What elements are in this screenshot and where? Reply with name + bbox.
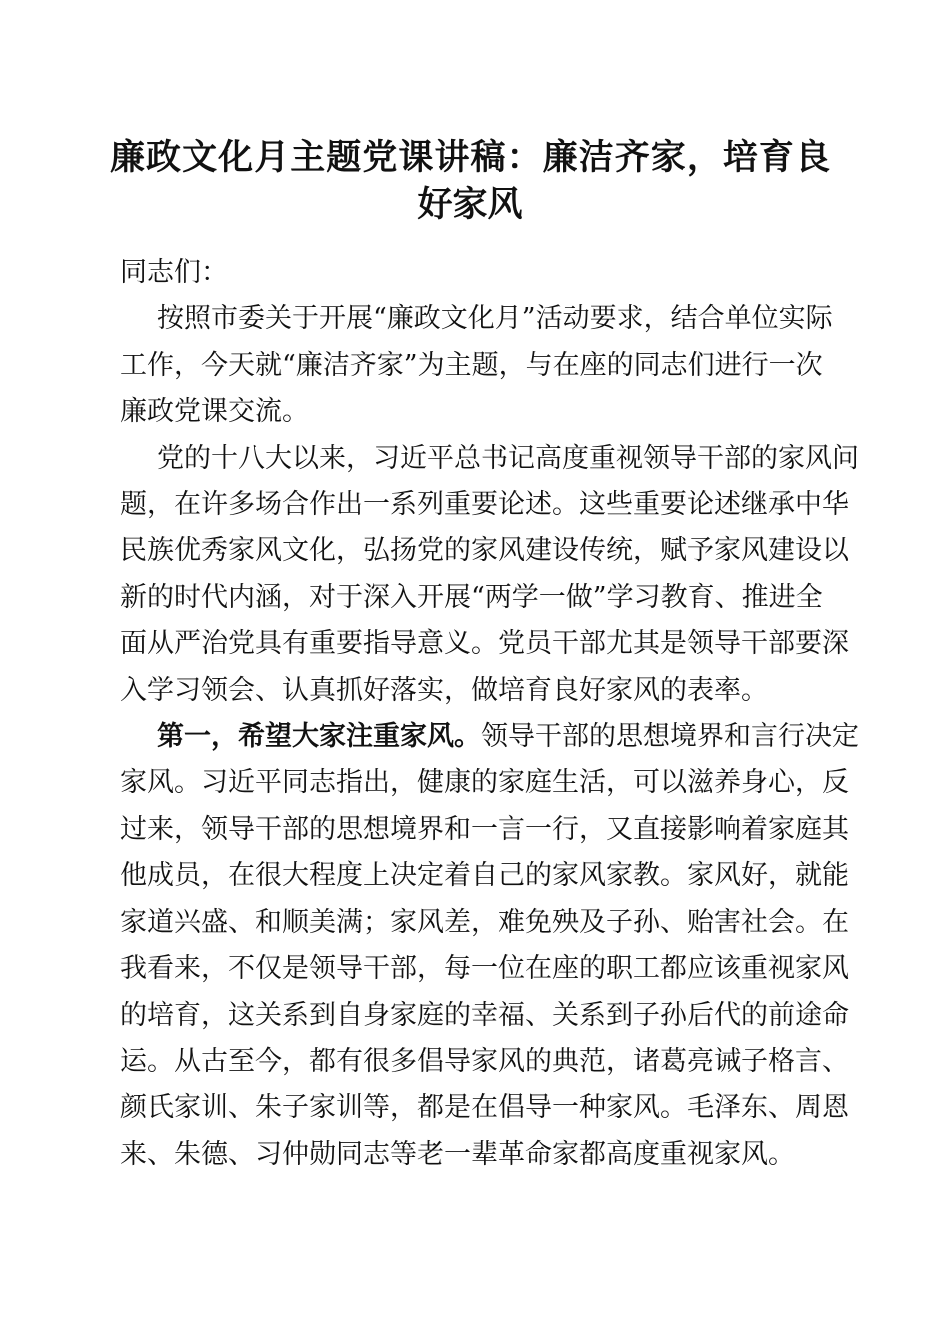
text-line: 的培育，这关系到自身家庭的幸福、关系到子孙后代的前途命 (120, 999, 849, 1031)
title-line: 廉政文化月主题党课讲稿：廉洁齐家，培育良 (110, 137, 830, 178)
text-line: 颜氏家训、朱子家训等，都是在倡导一种家风。毛泽东、周恩 (120, 1092, 849, 1124)
paragraph-1 (120, 296, 833, 435)
text-line: 新的时代内涵，对于深入开展“两学一做”学习教育、推进全 (120, 581, 823, 613)
text-line: 民族优秀家风文化，弘扬党的家风建设传统，赋予家风建设以 (120, 535, 849, 567)
text-line: 党的十八大以来，习近平总书记高度重视领导干部的家风问 (157, 442, 859, 474)
text-line: 题，在许多场合作出一系列重要论述。这些重要论述继承中华 (120, 489, 849, 521)
text-line (120, 714, 859, 760)
title-line: 好家风 (417, 184, 523, 225)
text-line: 入学习领会、认真抓好落实，做培育良好家风的表率。 (120, 674, 768, 706)
bold-lead: 第一，希望大家注重家风。 (157, 721, 481, 753)
salutation: 同志们： (120, 257, 228, 288)
paragraph-3 (120, 714, 859, 1178)
text-line: 来、朱德、习仲勋同志等老一辈革命家都高度重视家风。 (120, 1138, 795, 1170)
text-line: 家道兴盛、和顺美满；家风差，难免殃及子孙、贻害社会。在 (120, 906, 849, 938)
text-line: 面从严治党具有重要指导意义。党员干部尤其是领导干部要深 (120, 628, 849, 660)
text-line: 廉政党课交流。 (120, 396, 309, 428)
document-title (110, 134, 830, 228)
text-line: 运。从古至今，都有很多倡导家风的典范，诸葛亮诫子格言、 (120, 1045, 849, 1077)
text-line: 他成员，在很大程度上决定着自己的家风家教。家风好，就能 (120, 860, 849, 892)
text-line: 我看来，不仅是领导干部，每一位在座的职工都应该重视家风 (120, 953, 849, 985)
text-line: 工作，今天就“廉洁齐家”为主题，与在座的同志们进行一次 (120, 349, 823, 381)
text-run: 领导干部的思想境界和言行决定 (481, 721, 859, 753)
document-body (120, 250, 859, 1178)
paragraph-2 (120, 436, 859, 714)
text-line: 过来，领导干部的思想境界和一言一行，又直接影响着家庭其 (120, 813, 849, 845)
text-line: 家风。习近平同志指出，健康的家庭生活，可以滋养身心，反 (120, 767, 849, 799)
text-line: 按照市委关于开展“廉政文化月”活动要求，结合单位实际 (157, 303, 833, 335)
